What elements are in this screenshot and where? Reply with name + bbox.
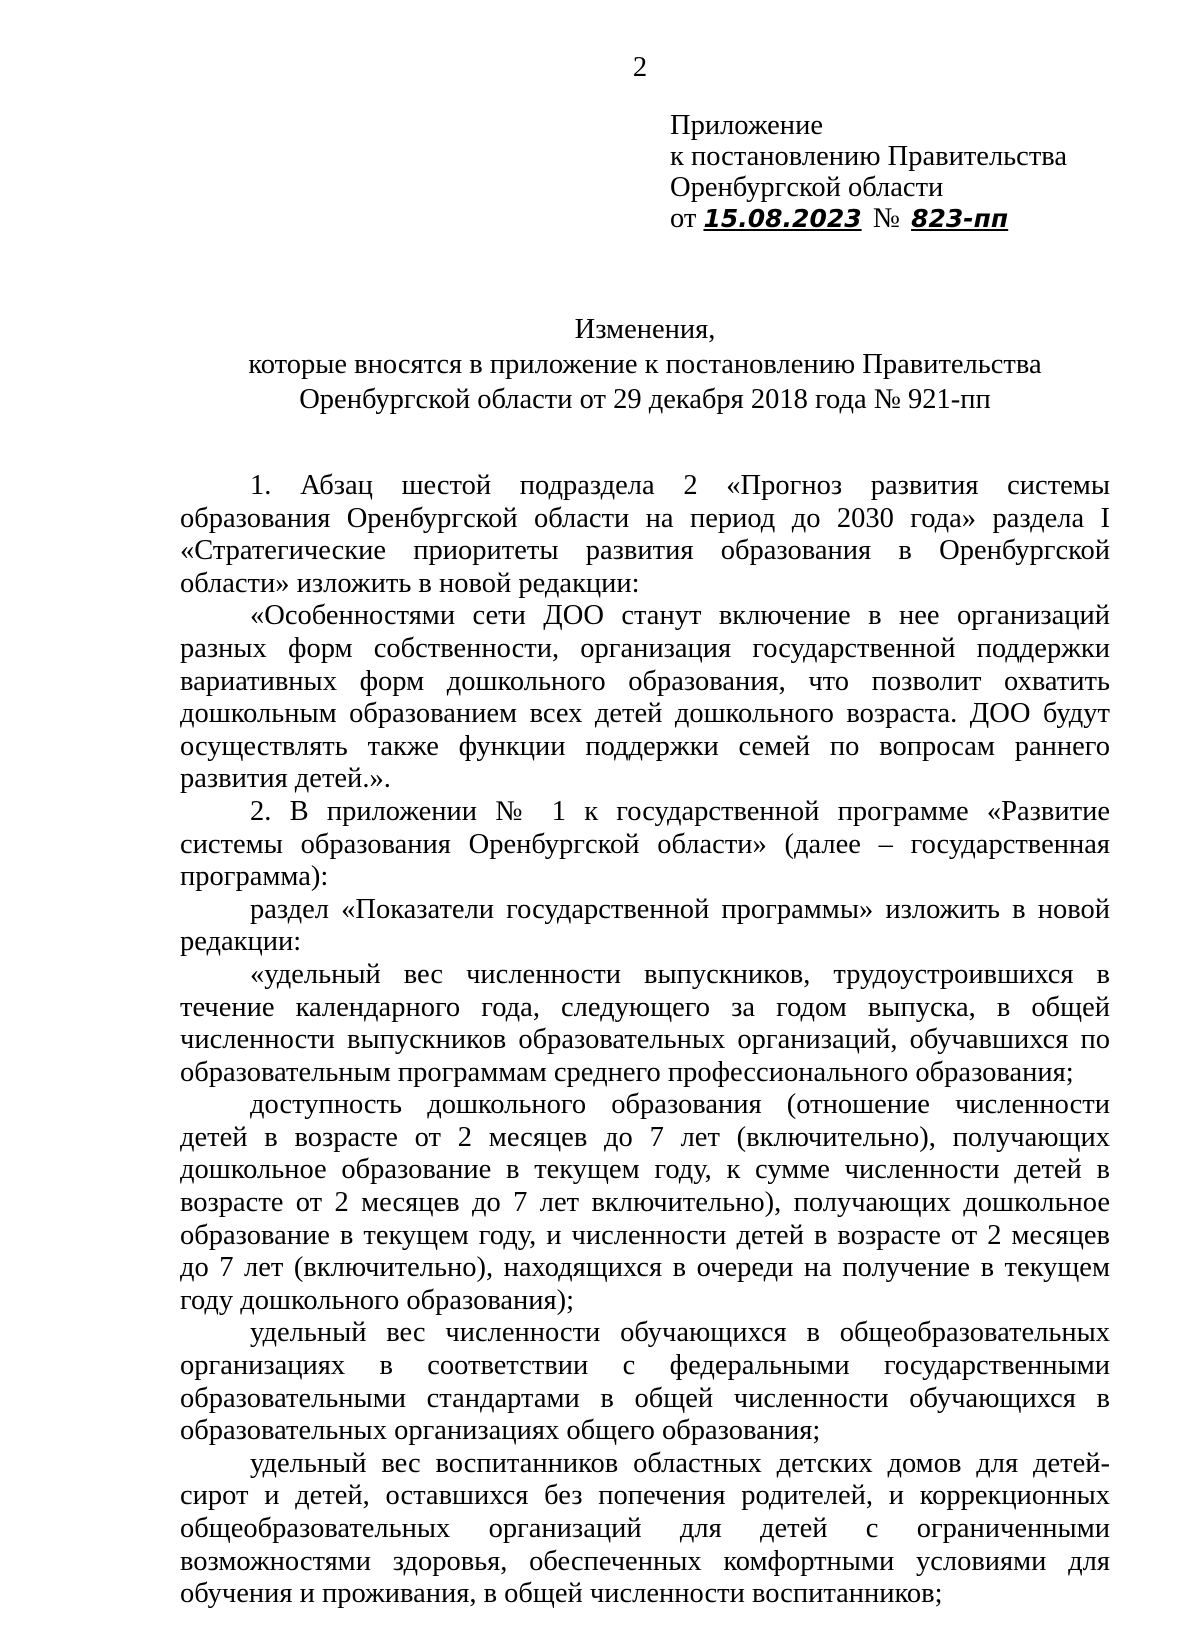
document-heading [180,312,1110,417]
annex-date-number-line [670,203,1067,234]
paragraph-section-indicators: раздел «Показатели государственной программы» изложить в новой редакции: [180,893,1110,958]
handwritten-date: 15.08.2023 [703,204,862,233]
heading-title: Изменения, [574,314,716,345]
paragraph-fgos-students: удельный вес численности обучающихся в общеобразовательных организациях в соответствии с федеральными государственными образовательными стандартами в общей численности обучающихся в образовательных организациях общего образования; [180,1317,1110,1447]
paragraph-item-2: 2. В приложении № 1 к государственной программе «Развитие системы образования Оренбургской области» (далее – государственная программа): [180,795,1110,893]
paragraph-orphanage-pupils: удельный вес воспитанников областных детских домов для детей-сирот и детей, оставшихся без попечения родителей, и коррекционных общеобразовательных организаций для детей с ограниченными возможностями здоровья, обеспеченных комфортными условиями для обучения и проживания, в общей численности воспитанников; [180,1447,1110,1610]
annex-block [670,110,1067,234]
annex-title: Приложение [670,110,823,141]
annex-region-line: Оренбургской области [670,172,944,203]
paragraph-item-1: 1. Абзац шестой подраздела 2 «Прогноз развития системы образования Оренбургской области на период до 2030 года» раздела I «Стратегические приоритеты развития образования в Оренбургской области» изложить в новой редакции: [180,470,1110,599]
handwritten-number: 823-пп [911,204,1009,233]
annex-from-label: от [670,203,697,234]
heading-subtitle-line1: которые вносятся в приложение к постановлению Правительства [248,349,1042,380]
number-sign: № [872,203,900,234]
paragraph-preschool-access: доступность дошкольного образования (отношение численности детей в возрасте от 2 месяцев до 7 лет (включительно), получающих дошкольное образование в текущем году, к сумме численности детей в возрасте от 2 месяцев до 7 лет включительно), получающих дошкольное образование в текущем году, и численности детей в возрасте от 2 месяцев до 7 лет (включительно), находящихся в очереди на получение в текущем году дошкольного образования); [180,1089,1110,1316]
heading-subtitle-line2: Оренбургской области от 29 декабря 2018 года № 921-пп [299,384,991,415]
paragraph-quote-doo: «Особенностями сети ДОО станут включение в нее организаций разных форм собственности, организация государственной поддержки вариативных форм дошкольного образования, что позволит охватить дошкольным образованием всех детей дошкольного возраста. ДОО будут осуществлять также функции поддержки семей по вопросам раннего развития детей.». [180,600,1110,795]
paragraph-graduates: «удельный вес численности выпускников, трудоустроившихся в течение календарного года, следующего за годом выпуска, в общей численности выпускников образовательных организаций, обучавшихся по образовательным программам среднего профессионального образования; [180,958,1110,1088]
page-number: 2 [632,52,648,83]
document-body [180,470,1110,1611]
annex-ref-line: к постановлению Правительства [670,141,1068,172]
